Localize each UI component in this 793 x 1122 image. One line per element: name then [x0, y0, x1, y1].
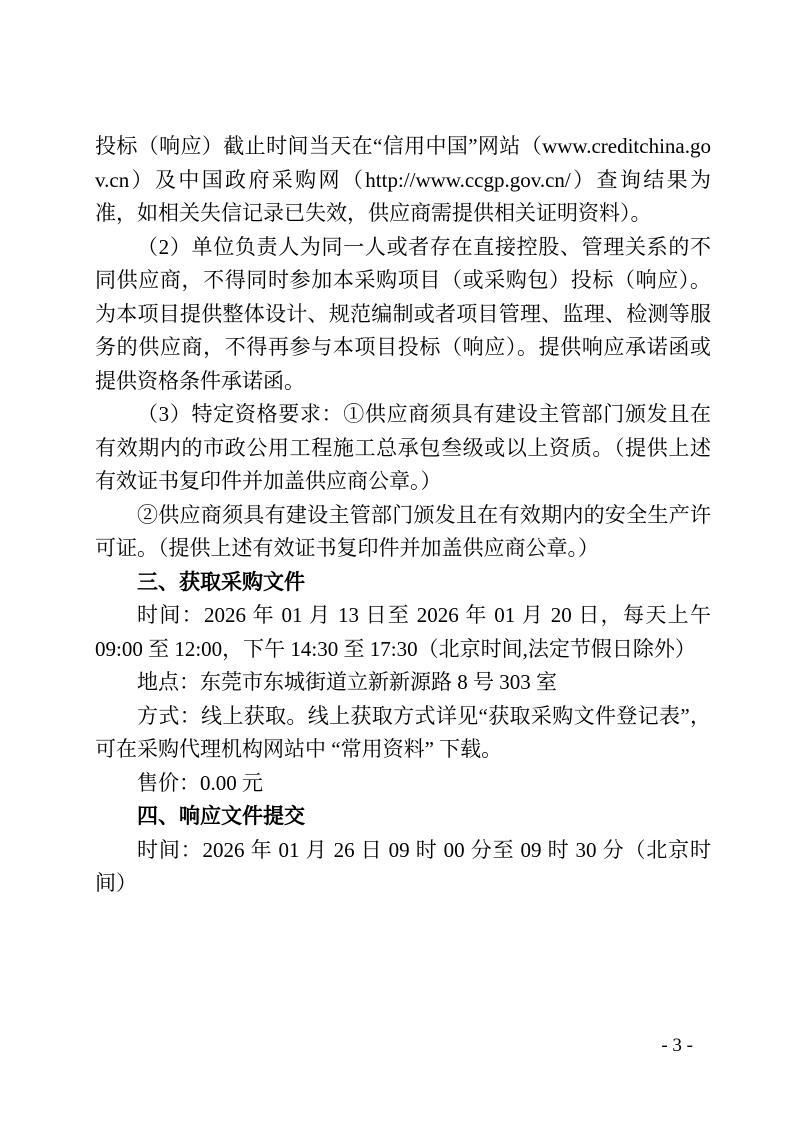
paragraph-clause-2-related-suppliers: （2）单位负责人为同一人或者存在直接控股、管理关系的不同供应商，不得同时参加本采购项目（或采购包）投标（响应）。为本项目提供整体设计、规范编制或者项目管理、监理、检测等服务的供应商，不得再参与本项目投标（响应）。提供响应承诺函或提供资格条件承诺函。 [95, 234, 711, 393]
paragraph-submission-time: 时间：2026 年 01 月 26 日 09 时 00 分至 09 时 30 分（北京时间） [95, 837, 711, 895]
paragraph-clause-3-qualification-1: （3）特定资格要求：①供应商须具有建设主管部门颁发且在有效期内的市政公用工程施工总承包叁级或以上资质。（提供上述有效证书复印件并加盖供应商公章。） [95, 402, 711, 493]
paragraph-obtain-location: 地点：东莞市东城街道立新新源路 8 号 303 室 [137, 670, 557, 694]
section-heading-response-document-submission: 四、响应文件提交 [137, 804, 305, 828]
paragraph-clause-3-qualification-2: ②供应商须具有建设主管部门颁发且在有效期内的安全生产许可证。（提供上述有效证书复印件并加盖供应商公章。） [95, 502, 711, 560]
section-heading-obtain-procurement-documents: 三、获取采购文件 [137, 569, 305, 594]
document-body [95, 130, 711, 901]
paragraph-price: 售价：0.00 元 [137, 770, 263, 795]
paragraph-obtain-time: 时间：2026 年 01 月 13 日至 2026 年 01 月 20 日，每天上午 09:00 至 12:00，下午 14:30 至 17:30（北京时间,法定节假日除外） [95, 603, 711, 661]
page-number: - 3 - [661, 1035, 693, 1056]
paragraph-obtain-method: 方式：线上获取。线上获取方式详见“获取采购文件登记表”，可在采购代理机构网站中 “常用资料” 下载。 [95, 703, 711, 761]
paragraph-credit-check-continuation: 投标（响应）截止时间当天在“信用中国”网站（www.creditchina.gov.cn）及中国政府采购网（http://www.ccgp.gov.cn/）查询结果为准，如相关失信记录已失效，供应商需提供相关证明资料）。 [95, 134, 711, 225]
